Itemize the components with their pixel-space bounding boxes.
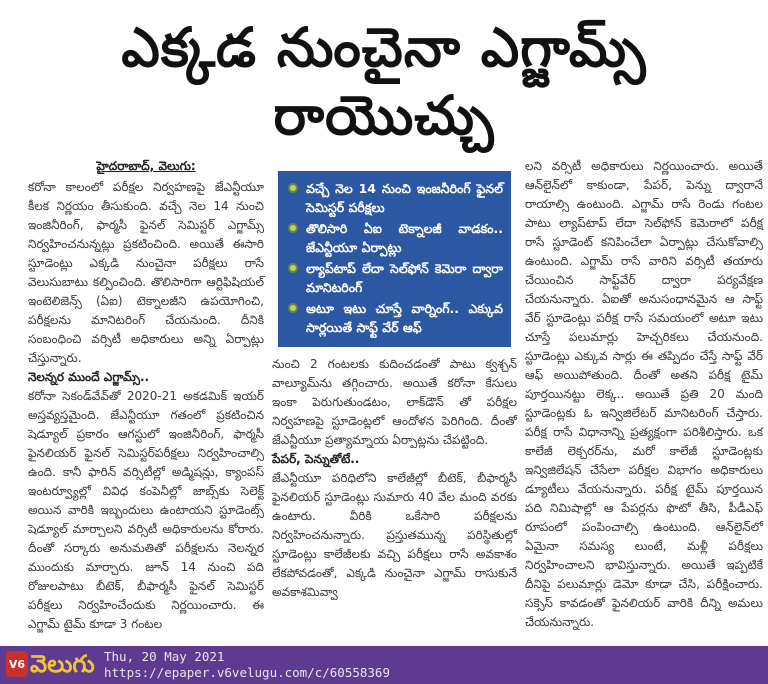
highlight-text: ల్యాప్‌టాప్ లేదా సెల్‌ఫోన్ కెమెరా ద్వారా మానిటరింగ్ bbox=[306, 261, 503, 295]
v6-logo-icon: V6 bbox=[6, 651, 28, 677]
article-body bbox=[0, 153, 768, 646]
paragraph: కరోనా సెకండ్‌వేవ్‌తో 2020-21 అకడమిక్ ఇయర్ అస్తవ్యస్తమైంది. జేఎన్టీయూ గతంలో ప్రకటించిన షెడ్యూల్ ప్రకారం ఆగస్టులో ఇంజినీరింగ్, ఫార్మసీ ఫైనలియర్ ఫైనల్ సెమిస్టర్‌పరీక్షలు నిర్వహించాల్సి ఉంది. కానీ ఫారిన్ వర్సిటీల్లో అడ్మిషన్లు, క్యాంపస్ ఇంటర్వ్యూల్లో వివిధ కంపెనీల్లో జాబ్స్‌కు సెలెక్ట్ అయిన వారికి ఇబ్బందులు ఉంటాయని స్టూడెంట్స్ షెడ్యూల్ మార్చాలని వర్సిటీ అధికారులను కోరారు. దీంతో సర్కారు అనుమతితో పరీక్షలను నెలన్నర ముందుకు మార్చారు. జూన్ 14 నుంచి పది రోజులపాటు బీటెక్, బీఫార్మసీ ఫైనల్ సెమిస్టర్ పరీక్షలు నిర్వహించేందుకు నిర్ణయించారు. ఈ ఎగ్జామ్ టైమ్ కూడా 3 గంటల bbox=[28, 389, 264, 631]
paragraph: జేఎన్టీయూ పరిధిలోని కాలేజీల్లో బీటెక్, బీఫార్మసీ ఫైనలియర్ స్టూడెంట్లు సుమారు 40 వేల మంది వరకు ఉంటారు. వీరికి ఒకేసారి పరీక్షలను నిర్వహించనున్నారు. ప్రస్తుతమున్న పరిస్థితుల్లో స్టూడెంట్లు కాలేజీలకు వచ్చి పరీక్షలు రాసే అవకాశం లేకపోవడంతో, ఎక్కడి నుంచైనా ఎగ్జామ్ రాసుకునే అవకాశమివ్వా bbox=[272, 471, 517, 599]
publication-date: Thu, 20 May 2021 bbox=[104, 649, 225, 664]
headline: ఎక్కడ నుంచైనా ఎగ్జామ్స్ రాయొచ్చు bbox=[121, 16, 647, 147]
highlights-box bbox=[278, 171, 511, 347]
dateline: హైదరాబాద్, వెలుగు: bbox=[96, 159, 196, 173]
highlight-item bbox=[286, 259, 503, 297]
highlight-text: వచ్చే నెల 14 నుంచి ఇంజనీరింగ్ ఫైనల్ సెమిస్టర్ పరీక్షలు bbox=[306, 181, 503, 215]
paragraph: లని వర్సిటీ అధికారులు నిర్ణయించారు. అయితే ఆన్‌లైన్‌లో కాకుండా, పేపర్, పెన్ను ద్వారానే రాయాల్సి ఉంటుంది. ఎగ్జామ్ రాసే రెండు గంటల పాటు ల్యాప్‌టాప్ లేదా సెల్‌ఫోన్ కెమెరాలో పరీక్ష రాసే స్టూడెంట్ కనిపించేలా ఏర్పాట్లు చేసుకోవాల్సి ఉంటుంది. ఎగ్జామ్ రాసే వారిని వర్సిటీ తయారు చేయించిన సాఫ్ట్‌వేర్ ద్వారా పర్యవేక్షణ చేయనున్నారు. ఏఐతో అనుసంధానమైన ఆ సాఫ్ట్ వేర్ స్టూడెంట్లు పరీక్ష రాసే సమయంలో అటూ ఇటు చూస్తే పలుమార్లు హెచ్చరికలు చేయనుంది. స్టూడెంట్లు ఎక్కువ సార్లు ఈ తప్పిదం చేస్తే సాఫ్ట్ వేర్ ఆఫ్ అయిపోతుంది. దీంతో అతని పరీక్ష టైమ్ పూర్తయినట్టు లెక్క.. అయితే ప్రతి 20 మంది స్టూడెంట్లకు ఓ ఇన్విజిలేటర్ మానిటరింగ్ చేస్తారు. పరీక్ష రాసే విధానాన్ని ప్రత్యక్షంగా పరిశీలిస్తారు. ఒక కాలేజీ లెక్చరర్‌ను, మరో కాలేజీ స్టూడెంట్లకు ఇన్విజిలేషన్ చేసేలా పరీక్షల విభాగం అధికారులు డ్యూటీలు వేయనున్నారు. పరీక్ష టైమ్ పూర్తయిన పది నిమిషాల్లో ఆ పేపర్లను ఫొటో తీసి, పీడీఎఫ్ రూపంలో పంపించాల్సి ఉంటుంది. ఆన్‌లైన్‌లో ఏమైనా సమస్య లుంటే, మళ్లీ పరీక్షలు నిర్వహించాలని భావిస్తున్నారు. అయితే ఇప్పటికే దీనిపై పలుమార్లు డెమో కూడా చేసి, పరీక్షించారు. సక్సెస్ కావడంతో ఫైనలియర్ వారికి దీన్ని అమలు చేయనున్నారు. bbox=[525, 159, 763, 629]
article-column-2 bbox=[272, 157, 517, 602]
highlight-item bbox=[286, 179, 503, 217]
epaper-url[interactable]: https://epaper.v6velugu.com/c/60558369 bbox=[104, 665, 390, 680]
v6-velugu-logo bbox=[6, 649, 95, 679]
subheading: పేపర్, పెన్నుతోటే.. bbox=[272, 452, 360, 466]
article-column-3 bbox=[525, 157, 763, 632]
bullet-icon bbox=[288, 263, 298, 273]
logo-text: వెలుగు bbox=[30, 650, 95, 678]
highlight-text: అటూ ఇటు చూస్తే వార్నింగ్.. ఎక్కువ సార్లయితే సాఫ్ట్ వేర్ ఆఫ్ bbox=[306, 301, 503, 335]
footer-bar bbox=[0, 646, 768, 684]
highlight-item bbox=[286, 299, 503, 337]
highlight-text: తొలిసారి ఏఐ టెక్నాలజీ వాడకం.. జేఎన్టీయూ ఏర్పాట్లు bbox=[306, 221, 503, 255]
bullet-icon bbox=[288, 183, 298, 193]
bullet-icon bbox=[288, 303, 298, 313]
article-column-1 bbox=[28, 157, 264, 634]
subheading: నెలన్నర ముందే ఎగ్జామ్స్.. bbox=[28, 370, 150, 384]
paragraph: నుంచి 2 గంటలకు కుదించడంతో పాటు క్వశ్చన్ వాల్యూమ్‌ను తగ్గించారు. అయితే కరోనా కేసులు ఇంకా పెరుగుతుండటం, లాక్‌డౌన్ తో పరీక్షల నిర్వహణపై స్టూడెంట్లలో ఆందోళన పెరిగింది. దీంతో జేఎన్టీయూ ప్రత్యామ్నాయ ఏర్పాట్లను చేపట్టింది. bbox=[272, 357, 517, 447]
paragraph: కరోనా కాలంలో పరీక్షల నిర్వహణపై జేఎన్టీయూ కీలక నిర్ణయం తీసుకుంది. వచ్చే నెల 14 నుంచి ఇంజినీరింగ్, ఫార్మసీ ఫైనల్ సెమిస్టర్ ఎగ్జామ్స్ నిర్వహించనున్నట్లు ప్రకటించింది. అయితే ఈసారి స్టూడెంట్లు ఎక్కడి నుంచైనా పరీక్షలు రాసే వెలుసుబాటు కల్పించింది. తొలిసారిగా ఆర్టిఫిషియల్ ఇంటెలిజెన్స్ (ఏఐ) టెక్నాలజీని ఉపయోగించి, పరీక్షలను మానిటరింగ్ చేయనుంది. దీనికి సంబంధించి వర్సిటీ అధికారులు అన్ని ఏర్పాట్లు చేస్తున్నారు. bbox=[28, 180, 264, 365]
bullet-icon bbox=[288, 223, 298, 233]
highlight-item bbox=[286, 219, 503, 257]
